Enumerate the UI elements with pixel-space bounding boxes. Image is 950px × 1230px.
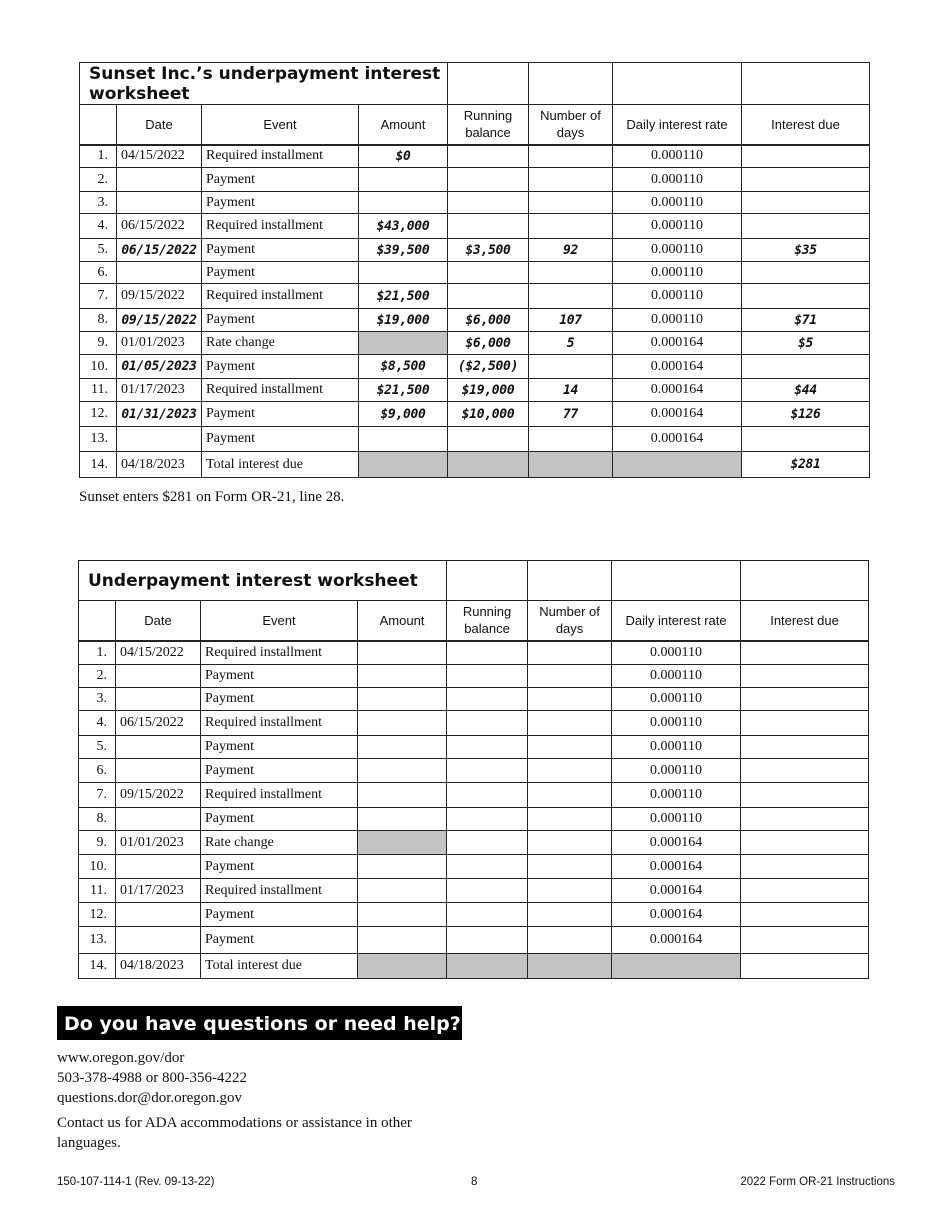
days-cell[interactable] [528,808,612,831]
date-cell[interactable]: 04/18/2023 [116,954,201,979]
event-cell: Payment [202,239,359,262]
event-cell: Payment [202,402,359,427]
rate-cell: 0.000164 [612,879,741,903]
date-cell[interactable]: 04/15/2022 [117,145,202,168]
date-cell[interactable] [117,427,202,452]
event-cell: Payment [201,688,358,711]
running-balance-cell[interactable]: $3,500 [448,239,529,262]
rate-cell: 0.000164 [612,831,741,855]
table-row [80,355,870,379]
running-balance-cell[interactable]: $10,000 [448,402,529,427]
line-number: 9. [79,831,116,855]
running-balance-cell[interactable] [447,927,528,954]
date-cell[interactable] [116,855,201,879]
event-cell: Required installment [202,379,359,402]
col-header-date: Date [117,105,202,145]
interest-due-cell[interactable] [741,903,869,927]
date-cell[interactable]: 01/17/2023 [117,379,202,402]
running-balance-cell[interactable] [447,665,528,688]
phone-numbers: 503-378-4988 or 800-356-4222 [57,1070,247,1086]
line-number: 7. [80,284,117,309]
date-cell[interactable] [116,927,201,954]
rate-cell: 0.000164 [612,903,741,927]
line-number: 10. [79,855,116,879]
interest-due-cell[interactable] [742,262,870,284]
table-row [79,736,869,759]
amount-cell[interactable] [358,759,447,783]
line-number: 6. [80,262,117,284]
date-cell[interactable]: 09/15/2022 [116,783,201,808]
line-number: 12. [80,402,117,427]
rate-cell: 0.000110 [612,711,741,736]
table-row [80,284,870,309]
days-cell[interactable] [528,855,612,879]
date-cell[interactable] [116,688,201,711]
amount-cell[interactable]: $8,500 [359,355,448,379]
interest-due-cell[interactable] [741,641,869,665]
amount-cell[interactable]: $0 [359,145,448,168]
interest-due-cell[interactable] [742,284,870,309]
line-number: 1. [79,641,116,665]
amount-cell[interactable] [359,262,448,284]
event-cell: Required installment [201,711,358,736]
col-header-interest-due: Interest due [741,601,869,641]
event-cell: Required installment [202,214,359,239]
date-cell[interactable] [116,808,201,831]
event-cell: Rate change [201,831,358,855]
interest-due-cell[interactable]: $35 [742,239,870,262]
event-cell: Required installment [201,783,358,808]
table-row [79,879,869,903]
col-header-running-balance: Running balance [447,601,528,641]
email-link[interactable]: questions.dor@dor.oregon.gov [57,1090,243,1106]
interest-due-cell[interactable] [741,711,869,736]
rate-cell: 0.000110 [612,783,741,808]
rate-cell: 0.000110 [613,284,742,309]
amount-cell[interactable] [358,641,447,665]
days-cell[interactable] [528,954,612,979]
days-cell[interactable] [529,145,613,168]
rate-cell: 0.000164 [613,355,742,379]
days-cell[interactable] [528,641,612,665]
page-number: 8 [471,1176,478,1188]
event-cell: Payment [201,808,358,831]
line-number: 12. [79,903,116,927]
col-header-amount: Amount [359,105,448,145]
rate-cell: 0.000164 [612,927,741,954]
days-cell[interactable] [529,427,613,452]
amount-cell[interactable]: $39,500 [359,239,448,262]
col-header-running-balance: Running balance [448,105,529,145]
days-cell[interactable]: 14 [529,379,613,402]
table-row [79,927,869,954]
line-number: 5. [80,239,117,262]
running-balance-cell[interactable]: ($2,500) [448,355,529,379]
interest-due-cell[interactable] [741,665,869,688]
amount-cell[interactable] [358,831,447,855]
event-cell: Required installment [201,879,358,903]
table-row [79,688,869,711]
interest-due-cell[interactable] [741,954,869,979]
running-balance-cell[interactable]: $6,000 [448,332,529,355]
rate-cell: 0.000110 [612,665,741,688]
amount-cell[interactable]: $9,000 [359,402,448,427]
days-cell[interactable] [529,355,613,379]
line-number: 3. [80,192,117,214]
rate-cell: 0.000164 [612,855,741,879]
event-cell: Payment [201,927,358,954]
amount-cell[interactable]: $43,000 [359,214,448,239]
table-row [80,214,870,239]
table-row [79,808,869,831]
date-cell[interactable]: 01/01/2023 [116,831,201,855]
line-number: 9. [80,332,117,355]
date-cell[interactable] [116,665,201,688]
rate-cell: 0.000164 [613,332,742,355]
amount-cell[interactable] [359,427,448,452]
date-cell[interactable]: 06/15/2022 [116,711,201,736]
table-row [79,855,869,879]
event-cell: Total interest due [201,954,358,979]
date-cell[interactable]: 09/15/2022 [117,309,202,332]
rate-cell: 0.000164 [613,402,742,427]
line-number: 11. [80,379,117,402]
document-title: 2022 Form OR-21 Instructions [740,1176,895,1188]
table-row [80,168,870,192]
running-balance-cell[interactable] [448,452,529,478]
worksheet-title: Underpayment interest worksheet [79,561,447,601]
amount-cell[interactable] [358,954,447,979]
date-cell[interactable]: 06/15/2022 [117,239,202,262]
col-header-event: Event [201,601,358,641]
blank-worksheet-table [78,560,869,979]
event-cell: Payment [202,192,359,214]
line-number: 8. [79,808,116,831]
col-header-daily-rate: Daily interest rate [613,105,742,145]
amount-cell[interactable] [358,736,447,759]
running-balance-cell[interactable] [447,736,528,759]
line-number: 11. [79,879,116,903]
interest-due-cell[interactable] [741,783,869,808]
date-cell[interactable] [117,262,202,284]
interest-due-cell[interactable]: $71 [742,309,870,332]
interest-due-cell[interactable] [741,855,869,879]
table-row [80,309,870,332]
event-cell: Total interest due [202,452,359,478]
date-cell[interactable] [116,736,201,759]
line-number: 14. [79,954,116,979]
amount-cell[interactable]: $21,500 [359,379,448,402]
rate-cell: 0.000110 [612,688,741,711]
interest-due-cell[interactable] [742,192,870,214]
running-balance-cell[interactable] [447,711,528,736]
interest-due-cell[interactable] [741,927,869,954]
interest-due-cell[interactable]: $126 [742,402,870,427]
interest-due-cell[interactable]: $281 [742,452,870,478]
interest-due-cell[interactable] [742,355,870,379]
table-row [80,452,870,478]
running-balance-cell[interactable] [448,427,529,452]
line-number: 7. [79,783,116,808]
event-cell: Payment [202,262,359,284]
event-cell: Payment [201,759,358,783]
running-balance-cell[interactable] [447,903,528,927]
days-cell[interactable] [529,262,613,284]
days-cell[interactable]: 77 [529,402,613,427]
running-balance-cell[interactable] [447,641,528,665]
days-cell[interactable] [528,879,612,903]
rate-cell: 0.000110 [613,168,742,192]
table-row [79,954,869,979]
col-header-amount: Amount [358,601,447,641]
table-row [80,192,870,214]
days-cell[interactable] [528,736,612,759]
sunset-worksheet-table [79,62,870,478]
table-row [80,145,870,168]
event-cell: Payment [201,736,358,759]
col-header-daily-rate: Daily interest rate [612,601,741,641]
days-cell[interactable] [529,452,613,478]
event-cell: Required installment [201,641,358,665]
event-cell: Payment [201,855,358,879]
amount-cell[interactable] [358,688,447,711]
line-number: 2. [80,168,117,192]
rate-cell: 0.000110 [613,145,742,168]
running-balance-cell[interactable] [447,954,528,979]
running-balance-cell[interactable] [448,145,529,168]
rate-cell: 0.000164 [613,427,742,452]
running-balance-cell[interactable] [448,262,529,284]
amount-cell[interactable] [358,927,447,954]
running-balance-cell[interactable] [447,831,528,855]
days-cell[interactable] [529,284,613,309]
running-balance-cell[interactable]: $19,000 [448,379,529,402]
days-cell[interactable] [528,759,612,783]
amount-cell[interactable] [358,665,447,688]
table-row [79,711,869,736]
rate-cell: 0.000110 [612,759,741,783]
rate-cell [612,954,741,979]
form-number: 150-107-114-1 (Rev. 09-13-22) [57,1176,215,1188]
table-row [80,427,870,452]
worksheet-note: Sunset enters $281 on Form OR-21, line 28. [79,489,345,505]
event-cell: Payment [201,665,358,688]
col-header-number-of-days: Number of days [528,601,612,641]
table-row [80,262,870,284]
event-cell: Payment [201,903,358,927]
rate-cell: 0.000110 [612,736,741,759]
event-cell: Payment [202,309,359,332]
table-row [79,831,869,855]
days-cell[interactable] [528,783,612,808]
event-cell: Required installment [202,284,359,309]
rate-cell: 0.000110 [613,214,742,239]
interest-due-cell[interactable] [742,145,870,168]
days-cell[interactable]: 107 [529,309,613,332]
help-heading: Do you have questions or need help? [57,1006,462,1040]
rate-cell: 0.000110 [613,239,742,262]
running-balance-cell[interactable]: $6,000 [448,309,529,332]
interest-due-cell[interactable] [742,168,870,192]
running-balance-cell[interactable] [447,688,528,711]
event-cell: Payment [202,427,359,452]
running-balance-cell[interactable] [447,808,528,831]
rate-cell: 0.000110 [612,641,741,665]
days-cell[interactable] [528,903,612,927]
date-cell[interactable]: 04/15/2022 [116,641,201,665]
line-number: 8. [80,309,117,332]
ada-note: Contact us for ADA accommodations or assistance in other languages. [57,1115,412,1151]
amount-cell[interactable] [358,903,447,927]
interest-due-cell[interactable] [741,736,869,759]
line-number: 6. [79,759,116,783]
website-link[interactable]: www.oregon.gov/dor [57,1050,185,1066]
amount-cell[interactable] [359,452,448,478]
running-balance-cell[interactable] [448,284,529,309]
interest-due-cell[interactable]: $44 [742,379,870,402]
interest-due-cell[interactable] [741,759,869,783]
amount-cell[interactable] [359,168,448,192]
rate-cell [613,452,742,478]
event-cell: Payment [202,168,359,192]
amount-cell[interactable] [358,879,447,903]
date-cell[interactable]: 09/15/2022 [117,284,202,309]
line-number: 10. [80,355,117,379]
amount-cell[interactable]: $19,000 [359,309,448,332]
line-number: 1. [80,145,117,168]
col-header-event: Event [202,105,359,145]
rate-cell: 0.000110 [612,808,741,831]
line-number: 14. [80,452,117,478]
amount-cell[interactable]: $21,500 [359,284,448,309]
running-balance-cell[interactable] [447,855,528,879]
days-cell[interactable] [528,831,612,855]
interest-due-cell[interactable] [741,879,869,903]
col-header-interest-due: Interest due [742,105,870,145]
line-number: 3. [79,688,116,711]
amount-cell[interactable] [358,808,447,831]
date-cell[interactable] [117,168,202,192]
days-cell[interactable] [529,192,613,214]
table-row [80,239,870,262]
days-cell[interactable] [529,168,613,192]
worksheet-title: Sunset Inc.’s underpayment interest worksheet [80,63,448,105]
days-cell[interactable] [528,711,612,736]
rate-cell: 0.000110 [613,262,742,284]
date-cell[interactable] [116,903,201,927]
date-cell[interactable] [117,192,202,214]
amount-cell[interactable] [358,783,447,808]
line-number: 2. [79,665,116,688]
running-balance-cell[interactable] [447,783,528,808]
running-balance-cell[interactable] [447,879,528,903]
event-cell: Payment [202,355,359,379]
table-row [79,783,869,808]
amount-cell[interactable] [359,332,448,355]
interest-due-cell[interactable] [741,808,869,831]
days-cell[interactable]: 92 [529,239,613,262]
days-cell[interactable] [529,214,613,239]
date-cell[interactable]: 01/31/2023 [117,402,202,427]
table-row [80,332,870,355]
interest-due-cell[interactable] [741,688,869,711]
running-balance-cell[interactable] [448,214,529,239]
event-cell: Rate change [202,332,359,355]
days-cell[interactable]: 5 [529,332,613,355]
event-cell: Required installment [202,145,359,168]
amount-cell[interactable] [359,192,448,214]
contact-info [57,1048,477,1108]
col-header-number-of-days: Number of days [529,105,613,145]
date-cell[interactable]: 01/01/2023 [117,332,202,355]
date-cell[interactable]: 06/15/2022 [117,214,202,239]
table-row [79,759,869,783]
rate-cell: 0.000110 [613,309,742,332]
col-header-date: Date [116,601,201,641]
line-number: 4. [79,711,116,736]
days-cell[interactable] [528,927,612,954]
days-cell[interactable] [528,665,612,688]
table-row [79,903,869,927]
line-number: 13. [79,927,116,954]
running-balance-cell[interactable] [447,759,528,783]
line-number: 4. [80,214,117,239]
interest-due-cell[interactable] [741,831,869,855]
amount-cell[interactable] [358,855,447,879]
date-cell[interactable] [116,759,201,783]
interest-due-cell[interactable]: $5 [742,332,870,355]
amount-cell[interactable] [358,711,447,736]
date-cell[interactable]: 04/18/2023 [117,452,202,478]
table-row [79,665,869,688]
date-cell[interactable]: 01/05/2023 [117,355,202,379]
rate-cell: 0.000110 [613,192,742,214]
rate-cell: 0.000164 [613,379,742,402]
days-cell[interactable] [528,688,612,711]
date-cell[interactable]: 01/17/2023 [116,879,201,903]
line-number: 13. [80,427,117,452]
line-number: 5. [79,736,116,759]
table-row [80,379,870,402]
table-row [79,641,869,665]
running-balance-cell[interactable] [448,168,529,192]
interest-due-cell[interactable] [742,427,870,452]
table-row [80,402,870,427]
running-balance-cell[interactable] [448,192,529,214]
interest-due-cell[interactable] [742,214,870,239]
